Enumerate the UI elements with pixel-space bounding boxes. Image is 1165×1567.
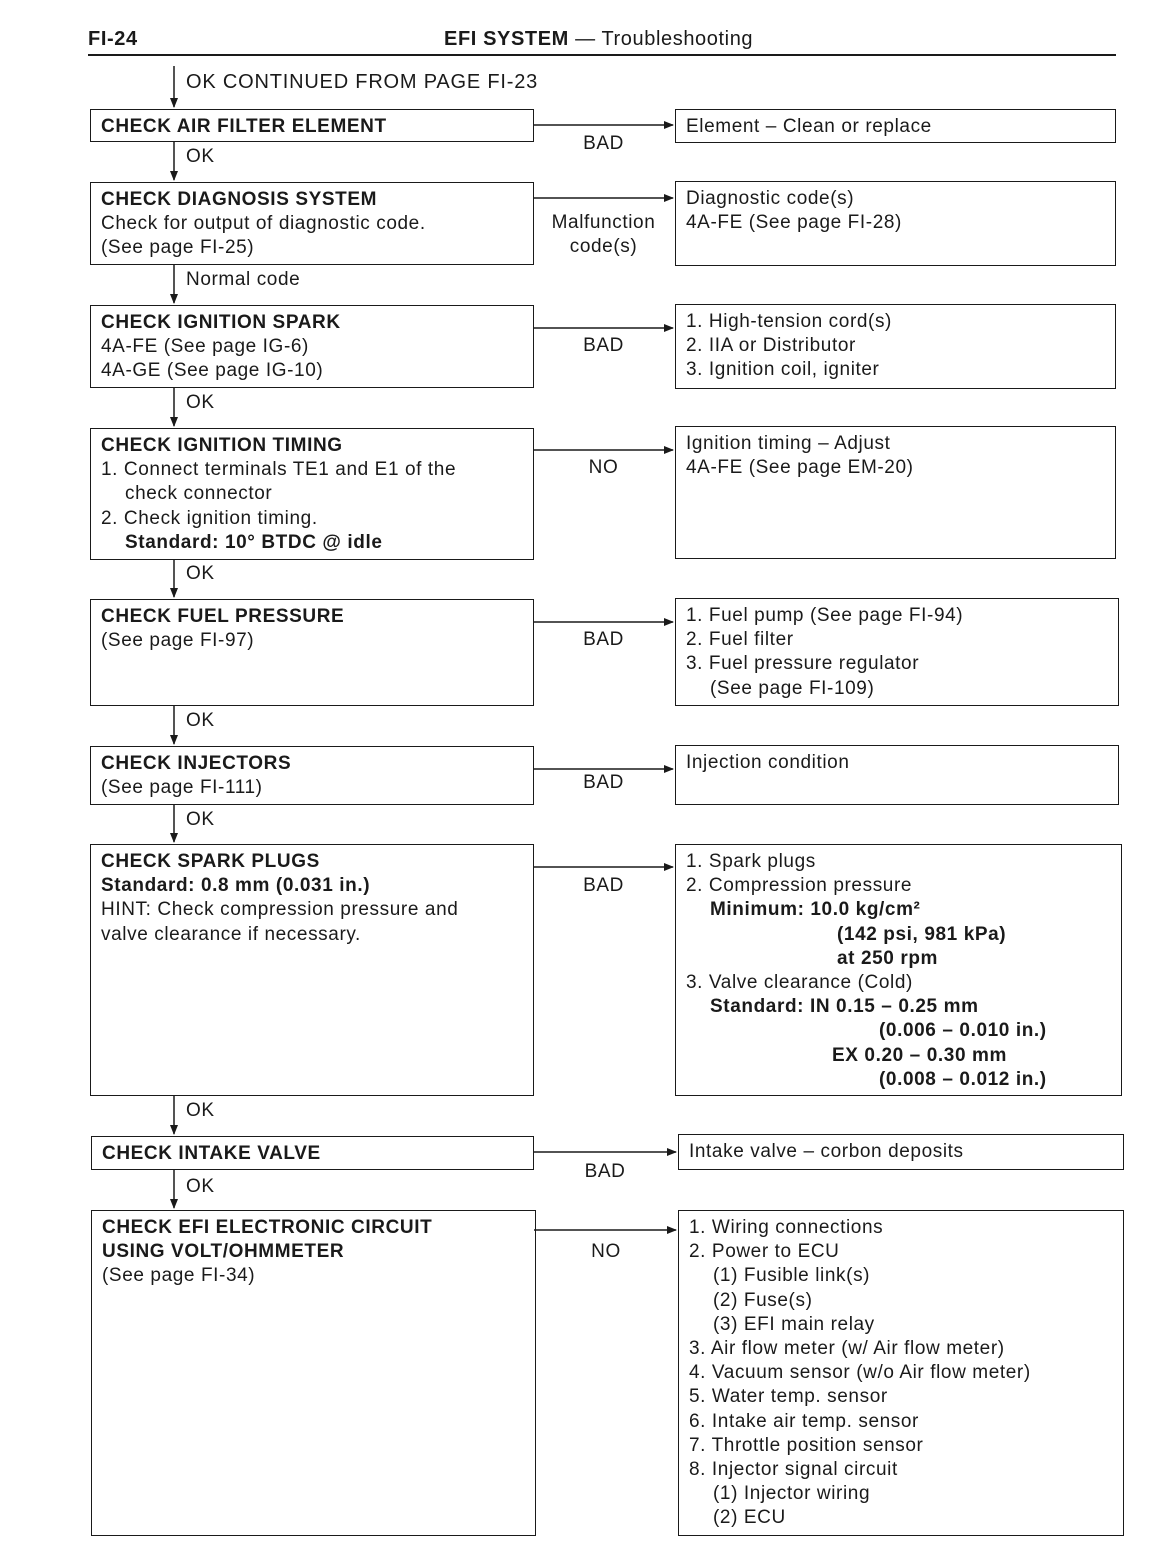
next-label: OK (186, 392, 215, 413)
check-box-spark-plugs: CHECK SPARK PLUGS Standard: 0.8 mm (0.031 in.) HINT: Check compression pressure and valve clearance if necessary. (90, 844, 534, 1096)
condition-label: BAD (584, 1161, 626, 1182)
condition-label: BAD (583, 133, 624, 154)
condition-label: NO (591, 1241, 621, 1262)
next-label: OK (186, 809, 215, 830)
check-box-ignition-spark: CHECK IGNITION SPARK 4A-FE (See page IG-6) 4A-GE (See page IG-10) (90, 305, 534, 388)
result-box-diagnosis: Diagnostic code(s) 4A-FE (See page FI-28) (675, 181, 1116, 266)
next-label: Normal code (186, 269, 301, 290)
title-rest: Troubleshooting (601, 28, 754, 50)
check-box-diagnosis: CHECK DIAGNOSIS SYSTEM Check for output of diagnostic code. (See page FI-25) (90, 182, 534, 265)
condition-label: Malfunction code(s) (551, 212, 656, 257)
condition-label: NO (588, 457, 619, 478)
start-label: OK CONTINUED FROM PAGE FI-23 (186, 71, 539, 93)
title-separator: — (568, 28, 602, 50)
condition-label: BAD (583, 875, 624, 896)
check-box-intake-valve: CHECK INTAKE VALVE (91, 1136, 534, 1170)
condition-label: BAD (583, 629, 624, 650)
result-box-spark-plugs: 1. Spark plugs 2. Compression pressure Minimum: 10.0 kg/cm² (142 psi, 981 kPa) at 250 rpm 3. Valve clearance (Cold) Standard: IN 0.15 – 0.25 mm (0.006 – 0.010 in.) EX 0.20 – 0.30 mm (0.008 – 0.012 in.) (675, 844, 1122, 1096)
result-box-air-filter: Element – Clean or replace (675, 109, 1116, 143)
condition-label: BAD (583, 335, 624, 356)
page-code: FI-24 (88, 28, 138, 50)
next-label: OK (186, 710, 215, 731)
next-label: OK (186, 146, 215, 167)
result-box-intake-valve: Intake valve – corbon deposits (678, 1134, 1124, 1170)
title-bold: EFI SYSTEM (444, 28, 569, 50)
condition-label: BAD (583, 772, 624, 793)
result-box-fuel-pressure: 1. Fuel pump (See page FI-94) 2. Fuel filter 3. Fuel pressure regulator (See page FI-109) (675, 598, 1119, 706)
next-label: OK (186, 563, 215, 584)
next-label: OK (186, 1100, 215, 1121)
check-box-efi-circuit: CHECK EFI ELECTRONIC CIRCUIT USING VOLT/OHMMETER (See page FI-34) (91, 1210, 536, 1536)
result-box-ignition-timing: Ignition timing – Adjust 4A-FE (See page EM-20) (675, 426, 1116, 559)
result-box-injectors: Injection condition (675, 745, 1119, 805)
next-label: OK (186, 1176, 215, 1197)
result-box-efi-circuit: 1. Wiring connections 2. Power to ECU (1) Fusible link(s) (2) Fuse(s) (3) EFI main relay 3. Air flow meter (w/ Air flow meter) 4. Vacuum sensor (w/o Air flow meter) 5. Water temp. sensor 6. Intake air temp. sensor 7. Throttle position sensor 8. Injector signal circuit (1) Injector wiring (2) ECU (678, 1210, 1124, 1536)
result-box-ignition-spark: 1. High-tension cord(s) 2. IIA or Distributor 3. Ignition coil, igniter (675, 304, 1116, 389)
check-box-ignition-timing: CHECK IGNITION TIMING 1. Connect terminals TE1 and E1 of the check connector 2. Check ignition timing. Standard: 10° BTDC @ idle (90, 428, 534, 560)
check-box-injectors: CHECK INJECTORS (See page FI-111) (90, 746, 534, 805)
check-box-fuel-pressure: CHECK FUEL PRESSURE (See page FI-97) (90, 599, 534, 706)
check-box-air-filter (90, 109, 534, 142)
check-title: CHECK AIR FILTER ELEMENT (101, 116, 387, 137)
